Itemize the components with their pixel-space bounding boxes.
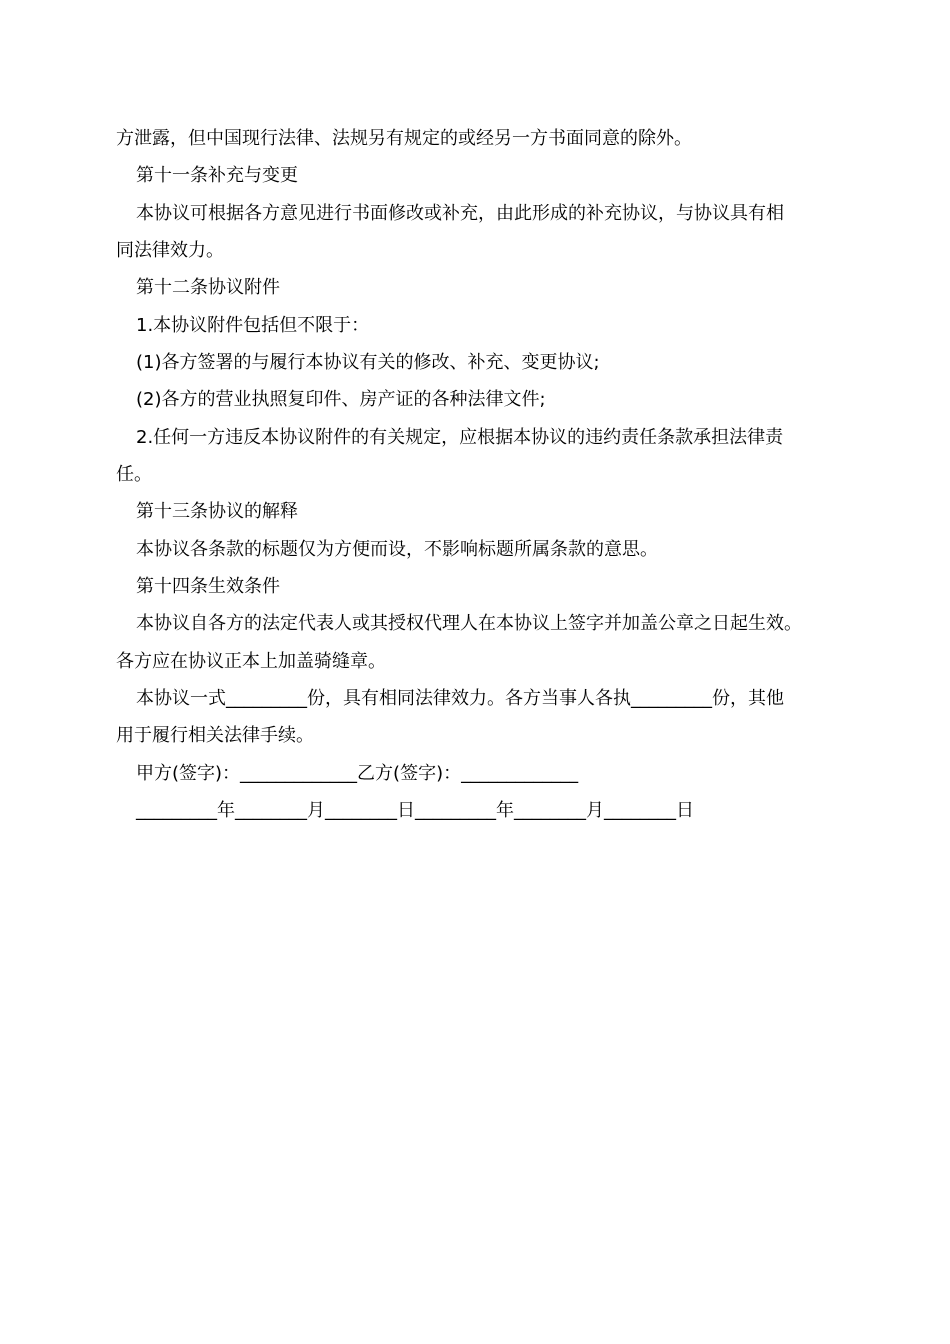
section-heading: 第十四条生效条件 — [136, 576, 280, 597]
section-heading: 第十一条补充与变更 — [136, 165, 298, 186]
paragraph-line: 本协议可根据各方意见进行书面修改或补充，由此形成的补充协议，与协议具有相 — [136, 203, 784, 224]
section-heading: 第十三条协议的解释 — [136, 501, 298, 522]
paragraph-line: 方泄露，但中国现行法律、法规另有规定的或经另一方书面同意的除外。 — [116, 128, 692, 149]
paragraph-line: 同法律效力。 — [116, 240, 224, 261]
paragraph-line: 各方应在协议正本上加盖骑缝章。 — [116, 651, 386, 672]
paragraph-line: 用于履行相关法律手续。 — [116, 725, 314, 746]
list-item: 2.任何一方违反本协议附件的有关规定，应根据本协议的违约责任条款承担法律责 — [136, 427, 784, 448]
paragraph-line: 任。 — [116, 464, 152, 485]
section-heading: 第十二条协议附件 — [136, 277, 280, 298]
signature-line: 甲方(签字)：_____________乙方(签字)：_____________ — [136, 763, 579, 784]
list-item: (2)各方的营业执照复印件、房产证的各种法律文件; — [136, 389, 546, 410]
paragraph-line: 本协议一式_________份，具有相同法律效力。各方当事人各执_________份，其他 — [136, 688, 784, 709]
paragraph-line: 本协议各条款的标题仅为方便而设，不影响标题所属条款的意思。 — [136, 539, 658, 560]
list-item: 1.本协议附件包括但不限于： — [136, 315, 370, 336]
paragraph-line: 本协议自各方的法定代表人或其授权代理人在本协议上签字并加盖公章之日起生效。 — [136, 613, 802, 634]
list-item: (1)各方签署的与履行本协议有关的修改、补充、变更协议; — [136, 352, 600, 373]
date-line: _________年________月________日_________年________月________日 — [136, 800, 694, 821]
